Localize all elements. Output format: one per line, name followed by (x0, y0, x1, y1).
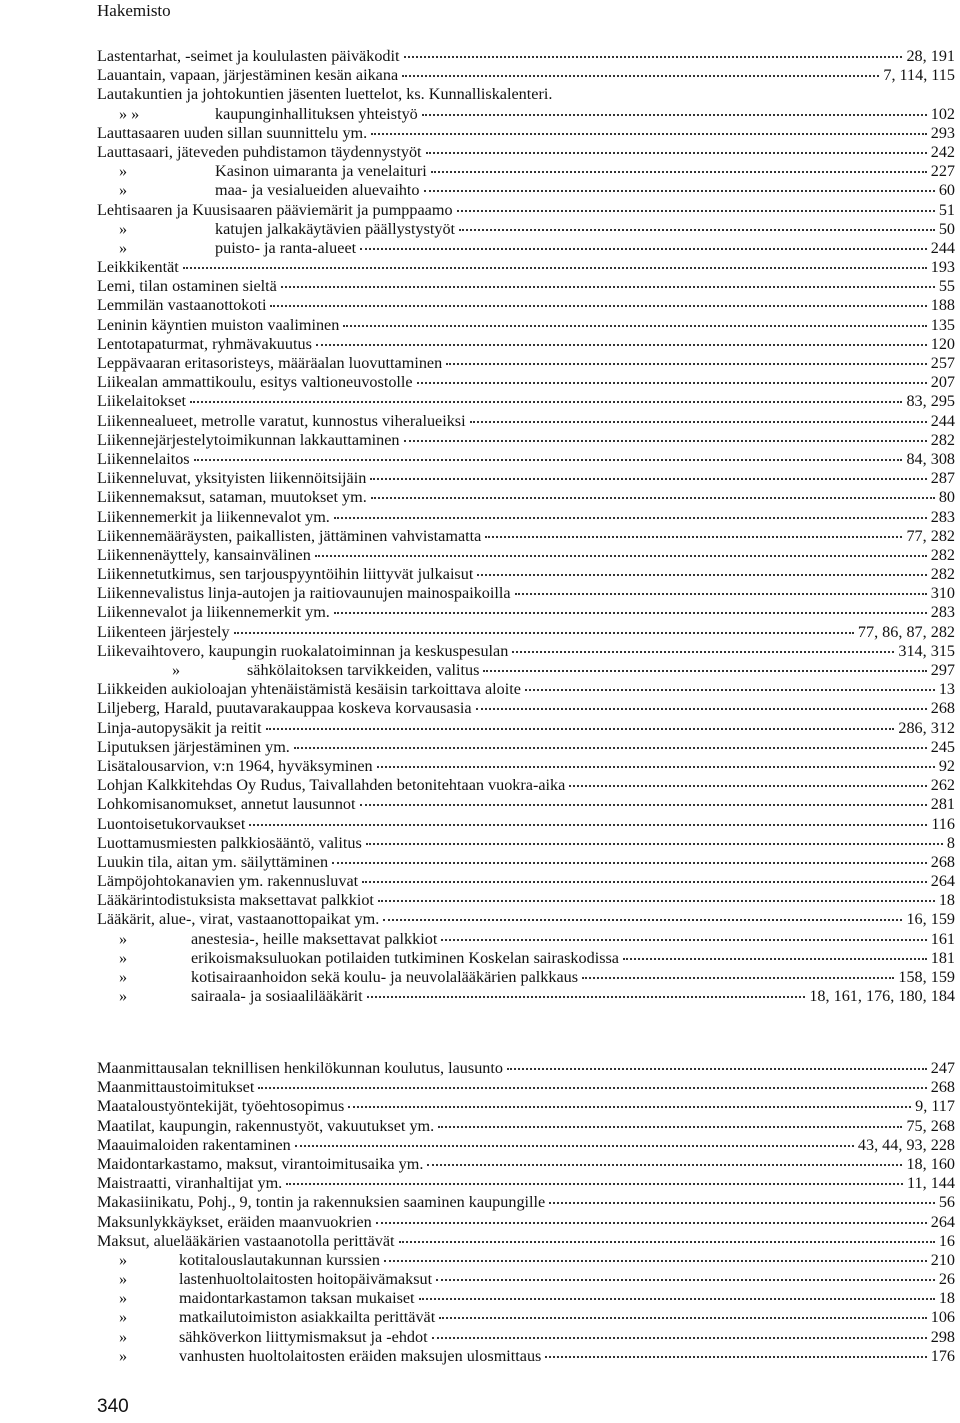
entry-pages: 207 (930, 373, 955, 392)
entry-pages: 244 (930, 411, 955, 430)
index-entry (97, 1328, 955, 1347)
dot-leader (512, 641, 894, 653)
dot-leader (376, 1212, 927, 1224)
index-entry (97, 968, 955, 987)
dot-leader (427, 1154, 902, 1166)
dot-leader (439, 1307, 926, 1319)
entry-label: Linja-autopysäkit ja reitit (97, 718, 262, 737)
index-entry (97, 1232, 955, 1251)
index-entry (97, 565, 955, 584)
entry-label: Lämpöjohtokanavien ym. rakennusluvat (97, 872, 359, 891)
index-entry (97, 1289, 955, 1308)
index-entry (97, 930, 955, 949)
index-entry (97, 1117, 955, 1136)
dot-leader (371, 123, 927, 135)
dot-leader (419, 1288, 935, 1300)
entry-label: maidontarkastamon taksan mukaiset (179, 1289, 415, 1308)
entry-label: Liikenteen järjestely (97, 622, 230, 641)
ditto-marker: » (119, 968, 128, 986)
index-entry (97, 162, 955, 181)
entry-pages: 75, 268 (906, 1116, 955, 1135)
index-entry (97, 872, 955, 891)
entry-label: puisto- ja ranta-alueet (215, 238, 357, 257)
index-entry (97, 1097, 955, 1116)
entry-pages: 18 (938, 891, 955, 910)
dot-leader (366, 833, 943, 845)
entry-label: Maidontarkastamo, maksut, virantoimitusaika ym. (97, 1154, 424, 1173)
index-entry (97, 105, 955, 124)
dot-leader (515, 583, 927, 595)
index-entry (97, 66, 955, 85)
entry-pages: 268 (930, 852, 955, 871)
entry-pages: 262 (930, 776, 955, 795)
entry-pages: 51 (938, 200, 955, 219)
dot-leader (384, 1250, 927, 1262)
entry-label: Lauttasaari, jäteveden puhdistamon täydennystyöt (97, 142, 422, 161)
entry-label: Liikealan ammattikoulu, esitys valtioneuvostolle (97, 373, 413, 392)
dot-leader (316, 334, 927, 346)
ditto-marker: » » (119, 104, 140, 123)
index-entry (97, 891, 955, 910)
index-entry (97, 1078, 955, 1097)
entry-pages: 116 (931, 814, 955, 833)
entry-pages: 92 (938, 756, 955, 775)
entry-label: Maksunlykkäykset, eräiden maanvuokrien (97, 1212, 372, 1231)
dot-leader (378, 890, 935, 902)
ditto-marker: » (172, 661, 181, 679)
index-entry (97, 431, 955, 450)
entry-pages: 158, 159 (898, 968, 955, 986)
index-entry (97, 949, 955, 968)
entry-pages: 283 (930, 507, 955, 526)
entry-label: Lemi, tilan ostaminen sieltä (97, 277, 277, 296)
entry-pages: 18, 160 (906, 1154, 955, 1173)
entry-label: Liikennelaitos (97, 449, 190, 468)
dot-leader (367, 986, 806, 998)
index-entry (97, 527, 955, 546)
dot-leader (525, 679, 935, 691)
index-entry (97, 680, 955, 699)
index-entry (97, 488, 955, 507)
dot-leader (545, 1346, 926, 1358)
entry-label: Lauttasaaren uuden sillan suunnittelu ym. (97, 123, 368, 142)
dot-leader (362, 871, 927, 883)
entry-pages: 227 (930, 162, 955, 181)
entry-label: katujen jalkakäytävien päällystystyöt (215, 219, 456, 238)
entry-label: Maksut, aluelääkärien vastaanotolla perittävät (97, 1231, 395, 1250)
entry-label: Lääkärintodistuksista maksettavat palkkiot (97, 891, 374, 910)
dot-leader (470, 411, 927, 423)
entry-label: Maatilat, kaupungin, rakennustyöt, vakuutukset ym. (97, 1116, 435, 1135)
entry-label: maa- ja vesialueiden aluevaihto (215, 181, 420, 200)
ditto-marker: » (119, 1346, 128, 1365)
entry-label: Lisätalousarvion, v:n 1964, hyväksyminen (97, 756, 373, 775)
index-entry (97, 910, 955, 929)
dot-leader (436, 1269, 935, 1281)
entry-pages: 77, 282 (906, 526, 955, 545)
dot-leader (270, 295, 926, 307)
entry-label: Liikennemääräysten, paikallisten, jättäminen vahvistamatta (97, 526, 482, 545)
dot-leader (582, 967, 894, 979)
entry-pages: 282 (930, 545, 955, 564)
index-section-l (97, 47, 955, 1006)
entry-label: Lohkomisanomukset, annetut lausunnot (97, 795, 356, 814)
entry-pages: 28, 191 (906, 47, 955, 65)
entry-label: Liikenneluvat, yksityisten liikennöitsijäin (97, 469, 367, 488)
entry-label: Lautakuntien ja johtokuntien jäsenten luettelot, ks. Kunnalliskalenteri. (97, 85, 553, 104)
ditto-marker: » (119, 1327, 128, 1346)
index-entry (97, 1136, 955, 1155)
dot-leader (315, 545, 927, 557)
entry-pages: 77, 86, 87, 282 (857, 622, 955, 641)
ditto-marker: » (119, 219, 128, 238)
entry-pages: 242 (930, 142, 955, 161)
entry-pages: 287 (930, 469, 955, 488)
dot-leader (190, 391, 902, 403)
index-entry (97, 699, 955, 718)
entry-pages: 106 (930, 1308, 955, 1327)
entry-label: Liikevaihtovero, kaupungin ruokalatoiminnan ja keskuspesulan (97, 641, 509, 660)
entry-pages: 161 (930, 929, 955, 948)
entry-label: Lääkärit, alue-, virat, vastaanottopaikat ym. (97, 910, 380, 929)
ditto-marker: » (119, 948, 128, 967)
entry-pages: 8 (946, 833, 955, 852)
index-entry (97, 239, 955, 258)
index-entry (97, 85, 955, 104)
entry-pages: 60 (938, 181, 955, 200)
entry-pages: 181 (930, 948, 955, 967)
dot-leader (360, 238, 927, 250)
index-entry (97, 1270, 955, 1289)
index-entry (97, 776, 955, 795)
index-entry (97, 546, 955, 565)
dot-leader (402, 65, 879, 77)
entry-pages: 314, 315 (898, 641, 955, 660)
index-entry (97, 277, 955, 296)
index-entry (97, 181, 955, 200)
entry-pages: 193 (930, 258, 955, 277)
index-entry (97, 623, 955, 642)
entry-pages: 11, 144 (907, 1174, 955, 1193)
entry-label: Luukin tila, aitan ym. säilyttäminen (97, 852, 329, 871)
entry-label: anestesia-, heille maksettavat palkkiot (191, 929, 438, 948)
entry-label: sähkölaitoksen tarvikkeiden, valitus (247, 661, 480, 679)
dot-leader (383, 909, 902, 921)
index-entry (97, 1059, 955, 1078)
entry-pages: 120 (930, 334, 955, 353)
index-entry (97, 719, 955, 738)
index-entry (97, 412, 955, 431)
dot-leader (477, 564, 926, 576)
entry-pages: 310 (930, 584, 955, 603)
entry-pages: 80 (938, 488, 955, 507)
entry-pages: 247 (930, 1059, 955, 1077)
entry-pages: 257 (930, 354, 955, 372)
entry-pages: 84, 308 (906, 449, 955, 468)
dot-leader (569, 775, 926, 787)
index-entry (97, 853, 955, 872)
index-entry (97, 1251, 955, 1270)
dot-leader (623, 948, 927, 960)
dot-leader (334, 602, 927, 614)
dot-leader (332, 852, 927, 864)
entry-label: vanhusten huoltolaitosten eräiden maksujen ulosmittaus (179, 1346, 542, 1365)
dot-leader (234, 622, 854, 634)
entry-label: Maataloustyöntekijät, työehtosopimus (97, 1097, 345, 1116)
entry-pages: 55 (938, 277, 955, 296)
entry-pages: 135 (930, 315, 955, 334)
entry-pages: 268 (930, 699, 955, 718)
entry-label: Liikennealueet, metrolle varatut, kunnostus viheralueiksi (97, 411, 466, 430)
index-entry (97, 469, 955, 488)
dot-leader (424, 180, 935, 192)
dot-leader (507, 1058, 927, 1070)
entry-label: Liikkeiden aukioloajan yhtenäistämistä kesäisin tarkoittava aloite (97, 680, 521, 699)
dot-leader (417, 372, 927, 384)
entry-pages: 210 (930, 1250, 955, 1269)
index-entry (97, 987, 955, 1006)
dot-leader (258, 1077, 926, 1089)
entry-pages: 282 (930, 430, 955, 449)
entry-label: erikoismaksuluokan potilaiden tutkiminen Koskelan sairaskodissa (191, 948, 619, 967)
index-entry (97, 450, 955, 469)
ditto-marker: » (119, 238, 128, 257)
index-entry (97, 661, 955, 680)
entry-label: lastenhuoltolaitosten hoitopäivämaksut (179, 1270, 433, 1289)
entry-pages: 293 (930, 123, 955, 142)
entry-pages: 283 (930, 603, 955, 622)
index-entry (97, 335, 955, 354)
entry-pages: 26 (938, 1270, 955, 1289)
index-entry (97, 834, 955, 853)
entry-label: Liputuksen järjestäminen ym. (97, 737, 290, 756)
entry-pages: 286, 312 (898, 718, 955, 737)
entry-label: Maanmittaustoimitukset (97, 1078, 255, 1097)
entry-label: Maistraatti, viranhaltijat ym. (97, 1174, 283, 1193)
index-entry (97, 220, 955, 239)
index-entry (97, 1308, 955, 1327)
dot-leader (476, 698, 927, 710)
index-entry (97, 143, 955, 162)
entry-label: Liikennejärjestelytoimikunnan lakkauttaminen (97, 430, 400, 449)
ditto-marker: » (119, 929, 128, 948)
dot-leader (286, 1173, 903, 1185)
dot-leader (459, 219, 935, 231)
dot-leader (446, 353, 927, 365)
page-number: 340 (97, 1396, 129, 1417)
ditto-marker: » (119, 181, 128, 200)
entry-pages: 282 (930, 565, 955, 584)
entry-label: Liikennemerkit ja liikennevalot ym. (97, 507, 330, 526)
entry-label: Leikkikentät (97, 258, 179, 277)
index-entry (97, 757, 955, 776)
dot-leader (370, 468, 926, 480)
dot-leader (404, 430, 927, 442)
entry-label: Luottamusmiesten palkkiosääntö, valitus (97, 833, 362, 852)
dot-leader (441, 929, 926, 941)
entry-pages: 7, 114, 115 (883, 66, 955, 85)
index-entry (97, 296, 955, 315)
entry-pages: 268 (930, 1078, 955, 1097)
entry-pages: 245 (930, 737, 955, 756)
entry-label: Liikelaitokset (97, 392, 187, 411)
index-entry (97, 316, 955, 335)
entry-label: Liikennetutkimus, sen tarjouspyyntöihin liittyvät julkaisut (97, 565, 474, 584)
ditto-marker: » (119, 162, 128, 181)
entry-label: Leppävaaran eritasoristeys, määräalan luovuttaminen (97, 354, 443, 372)
dot-leader (348, 1096, 911, 1108)
entry-label: matkailutoimiston asiakkailta perittävät (179, 1308, 436, 1327)
dot-leader (266, 718, 895, 730)
entry-label: Maanmittausalan teknillisen henkilökunnan koulutus, lausunto (97, 1059, 503, 1077)
index-entry (97, 642, 955, 661)
entry-label: Liikennevalistus linja-autojen ja raitiovaunujen mainospaikoilla (97, 584, 511, 603)
entry-label: Lastentarhat, -seimet ja koululasten päiväkodit (97, 47, 400, 65)
entry-label: kotitalouslautakunnan kurssien (179, 1250, 380, 1269)
dot-leader (377, 756, 935, 768)
entry-label: Lehtisaaren ja Kuusisaaren pääviemärit ja pumppaamo (97, 200, 453, 219)
entry-pages: 13 (938, 680, 955, 699)
entry-pages: 298 (930, 1327, 955, 1346)
entry-label: sähköverkon liittymismaksut ja -ehdot (179, 1327, 428, 1346)
entry-pages: 18 (938, 1289, 955, 1308)
dot-leader (438, 1116, 902, 1128)
index-entry (97, 354, 955, 373)
dot-leader (549, 1192, 935, 1204)
entry-label: Liikennenäyttely, kansainvälinen (97, 545, 311, 564)
dot-leader (360, 794, 927, 806)
entry-pages: 264 (930, 872, 955, 891)
entry-label: Luontoisetukorvaukset (97, 814, 246, 833)
ditto-marker: » (119, 1250, 128, 1269)
entry-pages: 56 (938, 1193, 955, 1212)
dot-leader (485, 526, 902, 538)
entry-label: Liikennevalot ja liikennemerkit ym. (97, 603, 330, 622)
dot-leader (457, 200, 935, 212)
entry-pages: 264 (930, 1212, 955, 1231)
entry-label: Lohjan Kalkkitehdas Oy Rudus, Taivallahden betonitehtaan vuokra-aika (97, 776, 566, 795)
dot-leader (404, 46, 903, 58)
dot-leader (183, 257, 927, 269)
dot-leader (432, 1327, 927, 1339)
entry-pages: 297 (930, 661, 955, 679)
index-entry (97, 258, 955, 277)
index-entry (97, 1347, 955, 1366)
entry-pages: 102 (930, 104, 955, 123)
dot-leader (194, 449, 903, 461)
dot-leader (399, 1231, 935, 1243)
dot-leader (371, 487, 935, 499)
entry-label: Lemmilän vastaanottokoti (97, 296, 267, 315)
dot-leader (431, 161, 927, 173)
dot-leader (334, 507, 927, 519)
entry-pages: 176 (930, 1346, 955, 1365)
index-section-m (97, 1059, 955, 1366)
index-entry (97, 1174, 955, 1193)
entry-pages: 16, 159 (906, 910, 955, 929)
dot-leader (281, 276, 935, 288)
entry-pages: 244 (930, 238, 955, 257)
index-entry (97, 1193, 955, 1212)
entry-pages: 18, 161, 176, 180, 184 (809, 987, 955, 1006)
ditto-marker: » (119, 1308, 128, 1327)
dot-leader (249, 814, 927, 826)
index-entry (97, 738, 955, 757)
index-entry (97, 392, 955, 411)
entry-label: Leninin käyntien muiston vaaliminen (97, 315, 340, 334)
entry-label: Liljeberg, Harald, puutavarakauppaa koskeva korvausasia (97, 699, 472, 718)
entry-pages: 43, 44, 93, 228 (857, 1135, 955, 1154)
entry-label: kaupunginhallituksen yhteistyö (215, 104, 418, 123)
entry-label: sairaala- ja sosiaalilääkärit (191, 987, 363, 1006)
dot-leader (422, 104, 927, 116)
entry-pages: 50 (938, 219, 955, 238)
dot-leader (343, 315, 926, 327)
index-entry (97, 795, 955, 814)
entry-pages: 9, 117 (915, 1097, 955, 1116)
entry-label: kotisairaanhoidon sekä koulu- ja neuvolalääkärien palkkaus (191, 968, 579, 986)
entry-label: Lentotapaturmat, ryhmävakuutus (97, 334, 312, 353)
entry-pages: 281 (930, 795, 955, 814)
index-entry (97, 47, 955, 66)
dot-leader (295, 1135, 854, 1147)
entry-pages: 83, 295 (906, 392, 955, 411)
entry-label: Makasiinikatu, Pohj., 9, tontin ja rakennuksien saaminen kaupungille (97, 1193, 546, 1212)
dot-leader (483, 660, 926, 672)
entry-label: Liikennemaksut, sataman, muutokset ym. (97, 488, 367, 507)
ditto-marker: » (119, 987, 128, 1006)
index-entry (97, 124, 955, 143)
ditto-marker: » (119, 1289, 128, 1308)
entry-label: Kasinon uimaranta ja venelaituri (215, 162, 427, 181)
entry-pages: 16 (938, 1231, 955, 1250)
index-entry (97, 1155, 955, 1174)
ditto-marker: » (119, 1270, 128, 1289)
entry-label: Lauantain, vapaan, järjestäminen kesän aikana (97, 66, 399, 85)
index-entry (97, 201, 955, 220)
index-entry (97, 1213, 955, 1232)
index-entry (97, 584, 955, 603)
entry-pages: 188 (930, 296, 955, 315)
index-entry (97, 373, 955, 392)
index-entry (97, 603, 955, 622)
index-entry (97, 508, 955, 527)
dot-leader (426, 142, 927, 154)
dot-leader (294, 737, 927, 749)
index-entry (97, 815, 955, 834)
entry-label: Maauimaloiden rakentaminen (97, 1135, 291, 1154)
page-header: Hakemisto (97, 1, 171, 20)
